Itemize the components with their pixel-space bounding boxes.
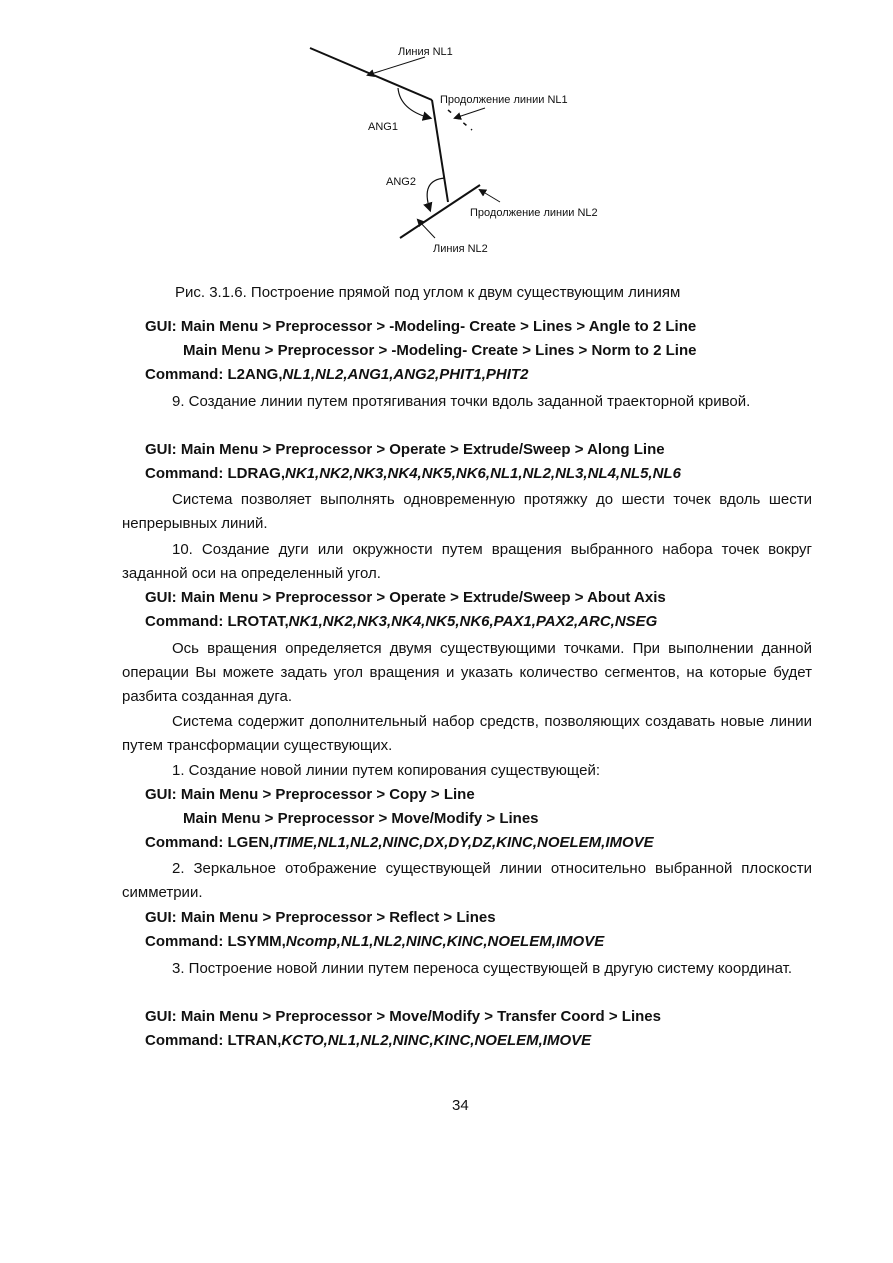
- page-number: 34: [452, 1097, 469, 1114]
- command-line: [145, 1032, 591, 1050]
- paragraph-9: 9. Создание линии путем протягивания точки вдоль заданной траекторной кривой.: [172, 393, 751, 410]
- command-line: [145, 465, 681, 483]
- gui-line: [145, 589, 666, 607]
- paragraph-system-2: Система содержит дополнительный набор средств, позволяющих создавать новые линии путем трансформации существующих.: [122, 713, 812, 754]
- list-item-1: 1. Создание новой линии путем копирования существующей:: [172, 762, 600, 779]
- command-name: L2ANG,: [227, 366, 283, 383]
- figure-caption: Рис. 3.1.6. Построение прямой под углом к двум существующим линиям: [175, 284, 681, 301]
- label-nl2: Линия NL2: [433, 243, 488, 255]
- paragraph-axis: Ось вращения определяется двумя существующими точками. При выполнении данной операции Вы можете задать угол вращения и указать количество сегментов, на которые будет разбита созданная дуга.: [122, 640, 812, 705]
- label-ext-nl1: Продолжение линии NL1: [440, 94, 568, 106]
- line-nl2: [400, 185, 480, 238]
- command-line: [145, 366, 528, 384]
- command-line: [145, 834, 654, 852]
- gui-line: [145, 786, 475, 804]
- gui-path: Main Menu > Preprocessor > -Modeling- Create > Lines > Angle to 2 Line: [180, 318, 697, 335]
- list-item-3: 3. Построение новой линии путем переноса существующей в другую систему координат.: [172, 960, 793, 977]
- line-new: [432, 100, 448, 202]
- command-args: Ncomp,NL1,NL2,NINC,KINC,NOELEM,IMOVE: [285, 933, 605, 950]
- command-label: Command:: [145, 1032, 224, 1049]
- command-args: NK1,NK2,NK3,NK4,NK5,NK6,PAX1,PAX2,ARC,NSEG: [288, 613, 658, 630]
- gui-line: [145, 1008, 661, 1026]
- command-label: Command:: [145, 366, 224, 383]
- command-label: Command:: [145, 465, 224, 482]
- gui-path: Main Menu > Preprocessor > Operate > Extrude/Sweep > About Axis: [180, 589, 666, 606]
- gui-label: GUI:: [145, 441, 177, 458]
- command-line: [145, 933, 604, 951]
- command-name: LDRAG,: [227, 465, 286, 482]
- gui-path: Main Menu > Preprocessor > Reflect > Lines: [180, 909, 496, 926]
- arrow-ext-nl2: [480, 190, 500, 202]
- command-name: LGEN,: [227, 834, 274, 851]
- gui-path: Main Menu > Preprocessor > Move/Modify > Transfer Coord > Lines: [180, 1008, 661, 1025]
- label-ang1: ANG1: [368, 121, 398, 133]
- gui-path: Main Menu > Preprocessor > Copy > Line: [180, 786, 475, 803]
- gui-line: [145, 909, 496, 927]
- command-label: Command:: [145, 834, 224, 851]
- line-nl1-extension: [448, 110, 472, 130]
- gui-line: [145, 318, 696, 336]
- gui-path-alt: Main Menu > Preprocessor > Move/Modify > Lines: [183, 810, 539, 827]
- arrow-nl1: [368, 57, 425, 75]
- gui-path: Main Menu > Preprocessor > Operate > Extrude/Sweep > Along Line: [180, 441, 665, 458]
- gui-label: GUI:: [145, 589, 177, 606]
- arc-ang2: [427, 178, 445, 210]
- command-args: KCTO,NL1,NL2,NINC,KINC,NOELEM,IMOVE: [281, 1032, 592, 1049]
- label-ext-nl2: Продолжение линии NL2: [470, 207, 598, 219]
- command-args: ITIME,NL1,NL2,NINC,DX,DY,DZ,KINC,NOELEM,IMOVE: [273, 834, 654, 851]
- command-args: NL1,NL2,ANG1,ANG2,PHIT1,PHIT2: [282, 366, 529, 383]
- angle-lines-figure: [290, 30, 650, 260]
- command-name: LROTAT,: [227, 613, 289, 630]
- gui-label: GUI:: [145, 1008, 177, 1025]
- gui-label: GUI:: [145, 909, 177, 926]
- gui-path-alt: Main Menu > Preprocessor > -Modeling- Create > Lines > Norm to 2 Line: [183, 342, 697, 359]
- command-label: Command:: [145, 933, 224, 950]
- gui-label: GUI:: [145, 786, 177, 803]
- gui-line: [145, 441, 665, 459]
- label-nl1: Линия NL1: [398, 46, 453, 58]
- gui-label: GUI:: [145, 318, 177, 335]
- arrow-ext-nl1: [455, 108, 485, 118]
- list-item-2: 2. Зеркальное отображение существующей линии относительно выбранной плоскости симметрии.: [122, 860, 812, 901]
- paragraph-system-1: Система позволяет выполнять одновременную протяжку до шести точек вдоль шести непрерывных линий.: [122, 491, 812, 532]
- paragraph-10: 10. Создание дуги или окружности путем вращения выбранного набора точек вокруг заданной оси на определенный угол.: [122, 541, 812, 582]
- command-args: NK1,NK2,NK3,NK4,NK5,NK6,NL1,NL2,NL3,NL4,NL5,NL6: [285, 465, 681, 482]
- command-name: LSYMM,: [227, 933, 286, 950]
- arrow-nl2: [418, 220, 435, 238]
- command-label: Command:: [145, 613, 224, 630]
- command-line: [145, 613, 657, 631]
- command-name: LTRAN,: [227, 1032, 282, 1049]
- label-ang2: ANG2: [386, 176, 416, 188]
